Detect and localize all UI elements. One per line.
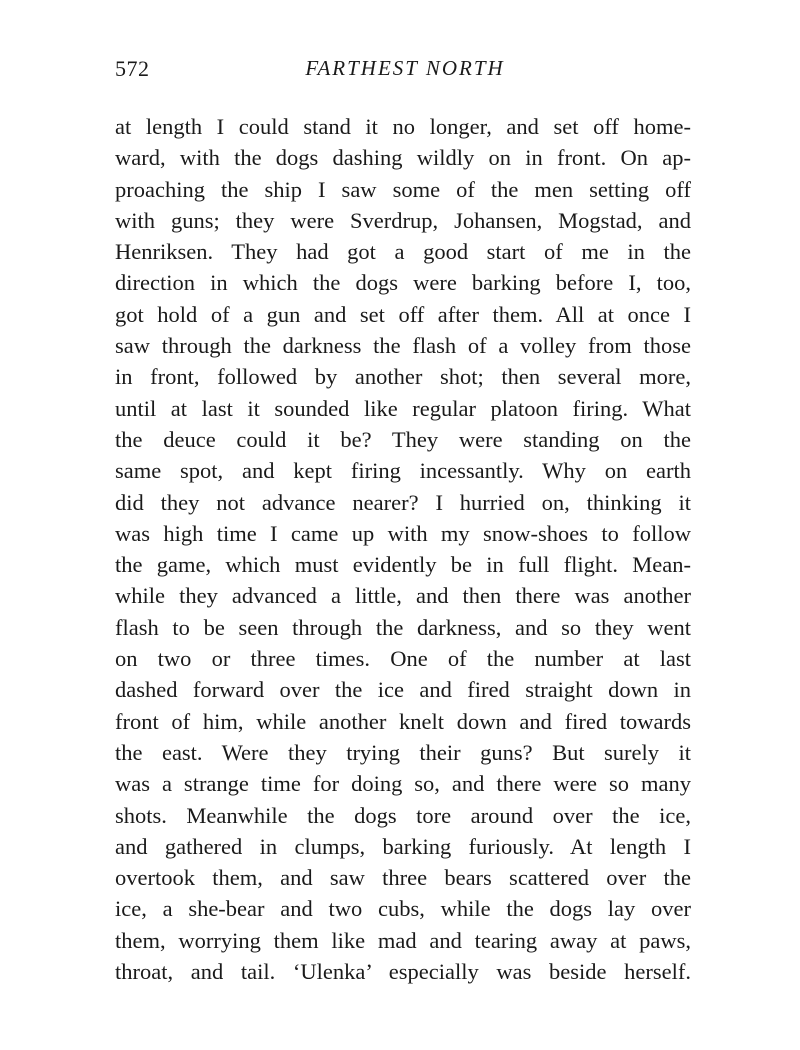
- text-line: ward, with the dogs dashing wildly on in front. On ap-: [115, 145, 691, 171]
- text-line: flash to be seen through the darkness, and so they went: [115, 614, 691, 640]
- text-line: at length I could stand it no longer, and set off home-: [115, 114, 691, 139]
- text-line: on two or three times. One of the number at last: [115, 646, 691, 672]
- text-line: did they not advance nearer? I hurried on, thinking it: [115, 489, 691, 515]
- text-line: overtook them, and saw three bears scattered over the: [115, 865, 691, 891]
- text-line: the east. Were they trying their guns? But surely it: [115, 739, 691, 765]
- text-line: direction in which the dogs were barking before I, too,: [115, 270, 691, 296]
- text-line: proaching the ship I saw some of the men setting off: [115, 176, 691, 202]
- text-line: ice, a she-bear and two cubs, while the dogs lay over: [115, 896, 691, 922]
- text-line: front of him, while another knelt down and fired towards: [115, 708, 691, 734]
- text-line: shots. Meanwhile the dogs tore around over the ice,: [115, 802, 691, 828]
- text-line: in front, followed by another shot; then several more,: [115, 364, 691, 390]
- text-line: Henriksen. They had got a good start of me in the: [115, 239, 691, 265]
- text-line: the deuce could it be? They were standing on the: [115, 426, 691, 452]
- text-line: until at last it sounded like regular platoon firing. What: [115, 395, 691, 421]
- running-head: FARTHEST NORTH: [305, 56, 505, 80]
- page-number: 572: [115, 56, 150, 81]
- text-line: with guns; they were Sverdrup, Johansen, Mogstad, and: [115, 207, 691, 233]
- text-line: dashed forward over the ice and fired straight down in: [115, 677, 691, 703]
- text-line: same spot, and kept firing incessantly. Why on earth: [115, 458, 691, 484]
- text-line: while they advanced a little, and then there was another: [115, 583, 691, 609]
- text-line: the game, which must evidently be in full flight. Mean-: [115, 552, 691, 578]
- body-text: [115, 111, 691, 987]
- page-header: [115, 56, 695, 92]
- text-line: was a strange time for doing so, and there were so many: [115, 771, 691, 797]
- text-line: saw through the darkness the flash of a volley from those: [115, 333, 691, 359]
- text-line: was high time I came up with my snow-shoes to follow: [115, 520, 691, 546]
- text-line: throat, and tail. ‘Ulenka’ especially was beside herself.: [115, 959, 691, 985]
- text-line: them, worrying them like mad and tearing away at paws,: [115, 927, 691, 953]
- text-line: and gathered in clumps, barking furiously. At length I: [115, 833, 691, 859]
- text-line: got hold of a gun and set off after them. All at once I: [115, 301, 691, 327]
